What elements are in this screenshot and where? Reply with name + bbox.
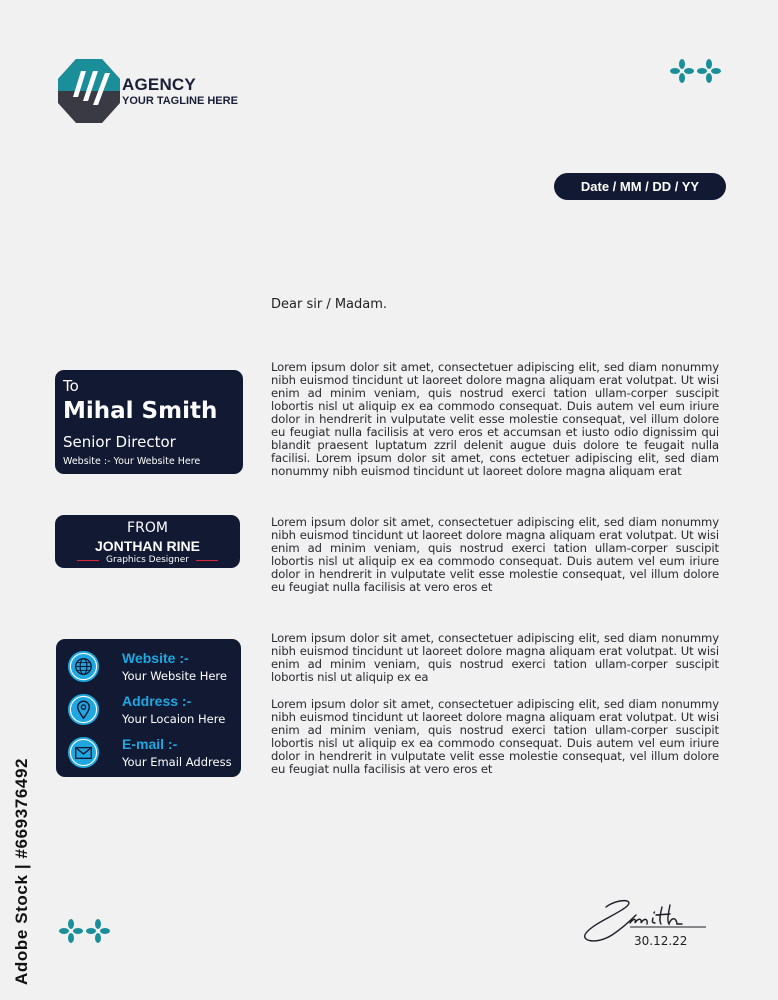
envelope-icon: [67, 736, 100, 769]
recipient-website: Website :- Your Website Here: [63, 456, 201, 467]
body-paragraph: Lorem ipsum dolor sit amet, consectetuer adipiscing elit, sed diam nonummy nibh euismod tincidunt ut laoreet dolore magna aliquam erat volutpat. Ut wisi enim ad minim veniam, quis nostrud exerci tation ullam-corper suscipit lobortis nisl ut aliquip ex ea commodo consequat. Duis autem vel eum iriure dolor in hendrerit in vulputate velit esse molestie consequat, vel illum dolore eu feugiat nulla facilisis at vero eros et: [271, 515, 719, 594]
body-paragraph: Lorem ipsum dolor sit amet, consectetuer adipiscing elit, sed diam nonummy nibh euismod tincidunt ut laoreet dolore magna aliquam erat volutpat. Ut wisi enim ad minim veniam, quis nostrud exerci tation ullam-corper suscipit lobortis nisl ut aliquip ex ea: [271, 631, 719, 684]
contact-value: Your Website Here: [122, 669, 227, 683]
sender-name: JONTHAN RINE: [94, 538, 200, 554]
contact-label: E-mail :-: [122, 736, 178, 752]
contact-row-address: [67, 693, 237, 729]
flower-ornament-icon: [697, 59, 721, 83]
location-pin-icon: [67, 693, 100, 726]
contact-value: Your Locaion Here: [122, 712, 226, 726]
brand-tagline: YOUR TAGLINE HERE: [122, 95, 238, 107]
greeting: Dear sir / Madam.: [271, 297, 388, 312]
stock-id: Adobe Stock | #669376492: [12, 757, 31, 985]
signature-date: 30.12.22: [634, 934, 688, 948]
body-paragraph: Lorem ipsum dolor sit amet, consectetuer adipiscing elit, sed diam nonummy nibh euismod tincidunt ut laoreet dolore magna aliquam erat volutpat. Ut wisi enim ad minim veniam, quis nostrud exerci tation ullam-corper suscipit lobortis nisl ut aliquip ex ea commodo consequat. Duis autem vel eum iriure dolor in hendrerit in vulputate velit esse molestie consequat, vel illum dolore eu feugiat nulla facilisis at vero eros et: [271, 697, 719, 776]
flower-ornament-icon: [59, 919, 83, 943]
flower-ornament-icon: [670, 59, 694, 83]
contact-card: [56, 639, 241, 777]
recipient-prefix: To: [63, 377, 79, 395]
contact-row-website: [67, 650, 237, 686]
globe-icon: [67, 650, 100, 683]
sender-prefix: FROM: [127, 520, 168, 536]
sender-role: Graphics Designer: [106, 555, 189, 565]
body-paragraph: Lorem ipsum dolor sit amet, consectetuer adipiscing elit, sed diam nonummy nibh euismod tincidunt ut laoreet dolore magna aliquam erat volutpat. Ut wisi enim ad minim veniam, quis nostrud exerci tation ullam-corper suscipit lobortis nisl ut aliquip ex ea commodo consequat. Duis autem vel eum iriure dolor in hendrerit in vulputate velit esse molestie consequat, vel illum dolore eu feugiat nulla facilisis at vero eros et accumsan et iusto odio dignissim qui blandit praesent luptatum zzril delenit augue duis dolore te feugait nulla facilisi. Lorem ipsum dolor sit amet, cons ectetuer adipiscing elit, sed diam nonummy nibh euismod tincidunt ut laoreet dolore magna aliquam erat: [271, 360, 719, 478]
contact-row-email: [67, 736, 237, 772]
contact-label: Address :-: [122, 693, 192, 709]
divider: [196, 560, 218, 561]
flower-ornament-icon: [86, 919, 110, 943]
agency-logo: [56, 57, 122, 125]
recipient-name: Mihal Smith: [63, 398, 218, 424]
contact-value: Your Email Address: [122, 755, 232, 769]
sender-card: [55, 515, 240, 568]
brand-name: AGENCY: [122, 75, 196, 94]
contact-label: Website :-: [122, 650, 189, 666]
date-badge: Date / MM / DD / YY: [554, 173, 726, 200]
recipient-card: [55, 370, 243, 474]
recipient-title: Senior Director: [63, 433, 176, 451]
